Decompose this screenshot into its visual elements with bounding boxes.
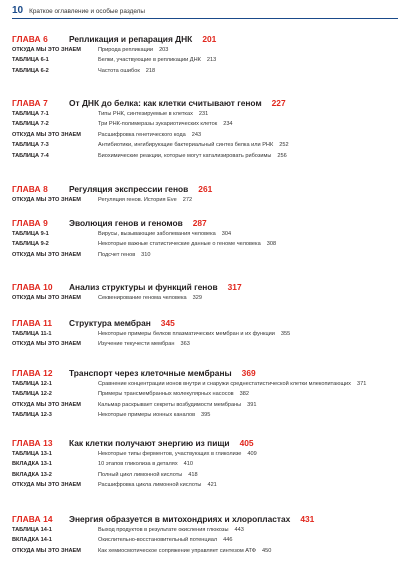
entry-page: 421 (207, 482, 217, 489)
entry-text: Частота ошибок (98, 67, 140, 74)
toc-entry[interactable] (12, 461, 398, 471)
entry-page: 256 (277, 152, 287, 159)
chapter-heading[interactable] (12, 514, 398, 526)
chapter-page: 317 (227, 282, 242, 292)
chapter-block (12, 368, 398, 422)
entry-page: 310 (141, 251, 151, 258)
toc-entry[interactable] (12, 68, 398, 78)
chapter-page: 431 (300, 514, 315, 524)
toc-entry[interactable] (12, 527, 398, 537)
entry-text: Кальмар раскрывает секреты возбудимости мембраны (98, 401, 242, 408)
entry-label: ВКЛАДКА 14-1 (12, 537, 52, 544)
chapter-heading[interactable] (12, 218, 398, 230)
toc-entry[interactable] (12, 412, 398, 422)
toc-entry[interactable] (12, 391, 398, 401)
entry-page: 329 (192, 294, 203, 301)
entry-page: 446 (223, 537, 233, 544)
entry-label: ОТКУДА МЫ ЭТО ЗНАЕМ (12, 547, 81, 554)
entry-label: ТАБЛИЦА 7-1 (12, 110, 49, 117)
entry-page: 395 (201, 412, 211, 419)
chapter-page: 261 (198, 184, 213, 194)
chapter-block (12, 438, 398, 492)
entry-label: ТАБЛИЦА 13-1 (12, 450, 52, 457)
entry-page: 231 (198, 110, 209, 117)
entry-page: 304 (221, 230, 232, 237)
chapter-label: ГЛАВА 10 (12, 282, 53, 292)
chapter-page: 287 (192, 218, 207, 228)
chapter-title: Структура мембран (69, 318, 151, 328)
toc-entry[interactable] (12, 57, 398, 67)
chapter-label: ГЛАВА 11 (12, 318, 53, 328)
running-head (12, 5, 398, 19)
entry-label: ОТКУДА МЫ ЭТО ЗНАЕМ (12, 401, 81, 408)
chapter-page: 201 (202, 34, 217, 44)
entry-label: ОТКУДА МЫ ЭТО ЗНАЕМ (12, 131, 81, 138)
entry-label: ВКЛАДКА 13-1 (12, 461, 52, 468)
entry-page: 308 (266, 241, 277, 248)
chapter-block (12, 98, 398, 163)
toc-entry[interactable] (12, 231, 398, 241)
entry-text: Примеры трансмембранных молекулярных насосов (98, 391, 234, 398)
toc-entry[interactable] (12, 548, 398, 558)
entry-text: Подсчет генов (98, 251, 136, 258)
entry-label: ВКЛАДКА 13-2 (12, 471, 52, 478)
entry-page: 371 (356, 380, 367, 387)
chapter-label: ГЛАВА 14 (12, 514, 53, 524)
chapter-title: Энергия образуется в митохондриях и хлоропластах (69, 514, 291, 524)
entry-page: 234 (223, 121, 233, 128)
toc-entry[interactable] (12, 381, 398, 391)
entry-text: Расшифровка цикла лимонной кислоты (98, 482, 202, 489)
entry-label: ТАБЛИЦА 9-1 (12, 230, 49, 237)
entry-text: Некоторые примеры ионных каналов (98, 412, 196, 419)
chapter-block (12, 318, 398, 351)
toc-entry[interactable] (12, 451, 398, 461)
chapter-title: Анализ структуры и функций генов (69, 282, 218, 292)
toc-entry[interactable] (12, 111, 398, 121)
toc-entry[interactable] (12, 537, 398, 547)
chapter-block (12, 184, 398, 207)
entry-text: Изучение текучести мембран (98, 341, 175, 348)
entry-text: Три РНК-полимеразы эукариотических клеток (98, 121, 218, 128)
entry-label: ТАБЛИЦА 7-4 (12, 152, 49, 159)
entry-text: Сравнение концентрации ионов внутри и снаружи среднестатистической клетки млекопитающих (98, 380, 351, 387)
chapter-label: ГЛАВА 12 (12, 368, 53, 378)
chapter-heading[interactable] (12, 318, 398, 330)
entry-page: 410 (183, 461, 193, 468)
entry-label: ОТКУДА МЫ ЭТО ЗНАЕМ (12, 46, 81, 53)
entry-label: ОТКУДА МЫ ЭТО ЗНАЕМ (12, 294, 81, 301)
chapter-heading[interactable] (12, 438, 398, 450)
entry-page: 252 (279, 142, 289, 149)
toc-entry[interactable] (12, 121, 398, 131)
toc-entry[interactable] (12, 482, 398, 492)
entry-label: ТАБЛИЦА 6-2 (12, 67, 49, 74)
entry-label: ОТКУДА МЫ ЭТО ЗНАЕМ (12, 196, 81, 203)
chapter-heading[interactable] (12, 368, 398, 380)
entry-label: ТАБЛИЦА 7-2 (12, 121, 49, 128)
entry-label: ОТКУДА МЫ ЭТО ЗНАЕМ (12, 251, 81, 258)
entry-text: Типы РНК, синтезируемые в клетках (98, 110, 193, 117)
entry-text: 10 этапов гликолиза в деталях (98, 461, 178, 468)
chapter-heading[interactable] (12, 184, 398, 196)
toc-entry[interactable] (12, 472, 398, 482)
chapter-label: ГЛАВА 6 (12, 34, 48, 44)
entry-text: Биохимические реакции, которые могут катализировать рибозимы (98, 152, 272, 159)
chapter-title: Репликация и репарация ДНК (69, 34, 193, 44)
chapter-page: 369 (241, 368, 256, 378)
entry-page: 213 (206, 57, 217, 64)
entry-text: Некоторые примеры белков плазматических мембран и их функции (98, 330, 275, 337)
chapter-label: ГЛАВА 13 (12, 438, 53, 448)
entry-page: 203 (159, 46, 169, 53)
chapter-block (12, 282, 398, 305)
entry-page: 450 (262, 547, 272, 554)
toc-entry[interactable] (12, 197, 398, 207)
entry-page: 355 (280, 330, 291, 337)
entry-text: Антибиотики, ингибирующие бактериальный синтез белка или РНК (98, 142, 274, 149)
entry-text: Выход продуктов в результате окисления глюкозы (98, 526, 229, 533)
toc-entry[interactable] (12, 153, 398, 163)
chapter-title: От ДНК до белка: как клетки считывают геном (69, 98, 262, 108)
entry-text: Секвенирование генома человека (98, 294, 187, 301)
entry-label: ТАБЛИЦА 14-1 (12, 526, 52, 533)
entry-page: 243 (191, 131, 202, 138)
entry-text: Расшифровка генетического кода (98, 131, 186, 138)
page-number: 10 (12, 5, 24, 16)
entry-text: Как хемиосмотическое сопряжение управляет синтезом АТФ (98, 547, 257, 554)
chapter-heading[interactable] (12, 282, 398, 294)
entry-page: 418 (188, 471, 198, 478)
chapter-block (12, 34, 398, 78)
chapter-page: 227 (271, 98, 286, 108)
entry-label: ТАБЛИЦА 7-3 (12, 142, 49, 149)
chapter-page: 405 (239, 438, 254, 448)
chapter-label: ГЛАВА 7 (12, 98, 48, 108)
chapter-title: Регуляция экспрессии генов (69, 184, 189, 194)
chapter-label: ГЛАВА 9 (12, 218, 48, 228)
entry-page: 391 (247, 401, 257, 408)
entry-text: Регуляция генов. История Eve (98, 196, 177, 203)
toc-entry[interactable] (12, 295, 398, 305)
entry-page: 363 (180, 341, 190, 348)
entry-page: 272 (182, 196, 193, 203)
chapter-block (12, 218, 398, 262)
chapter-title: Эволюция генов и геномов (69, 218, 183, 228)
entry-page: 443 (234, 526, 244, 533)
chapter-heading[interactable] (12, 98, 398, 110)
chapter-label: ГЛАВА 8 (12, 184, 48, 194)
entry-text: Окислительно-восстановительный потенциал (98, 537, 218, 544)
entry-label: ТАБЛИЦА 9-2 (12, 241, 49, 248)
chapter-heading[interactable] (12, 34, 398, 46)
chapter-title: Как клетки получают энергию из пищи (69, 438, 230, 448)
entry-label: ОТКУДА МЫ ЭТО ЗНАЕМ (12, 341, 81, 348)
entry-page: 409 (247, 450, 257, 457)
entry-text: Некоторые важные статистические данные о геноме человека (98, 241, 261, 248)
header-rule (12, 18, 398, 19)
chapter-title: Транспорт через клеточные мембраны (69, 368, 232, 378)
toc-entry[interactable] (12, 341, 398, 351)
toc-entry[interactable] (12, 241, 398, 251)
toc-entry[interactable] (12, 252, 398, 262)
entry-text: Природа репликации (98, 46, 154, 53)
entry-text: Некоторые типы ферментов, участвующих в гликолизе (98, 450, 242, 457)
chapter-page: 345 (160, 318, 175, 328)
toc-entry[interactable] (12, 142, 398, 152)
entry-page: 382 (239, 391, 249, 398)
entry-label: ТАБЛИЦА 11-1 (12, 330, 52, 337)
entry-label: ОТКУДА МЫ ЭТО ЗНАЕМ (12, 482, 81, 489)
entry-label: ТАБЛИЦА 6-1 (12, 57, 49, 64)
entry-text: Вирусы, вызывающие заболевания человека (98, 230, 216, 237)
entry-label: ТАБЛИЦА 12-3 (12, 412, 52, 419)
toc-entry[interactable] (12, 331, 398, 341)
entry-text: Белки, участвующие в репликации ДНК (98, 57, 201, 64)
entry-page: 218 (145, 67, 156, 74)
entry-label: ТАБЛИЦА 12-2 (12, 391, 52, 398)
entry-label: ТАБЛИЦА 12-1 (12, 380, 52, 387)
chapter-block (12, 514, 398, 558)
toc-entry[interactable] (12, 132, 398, 142)
entry-text: Полный цикл лимонной кислоты (98, 471, 183, 478)
running-title: Краткое оглавление и особые разделы (29, 8, 146, 15)
toc-entry[interactable] (12, 402, 398, 412)
toc-entry[interactable] (12, 47, 398, 57)
